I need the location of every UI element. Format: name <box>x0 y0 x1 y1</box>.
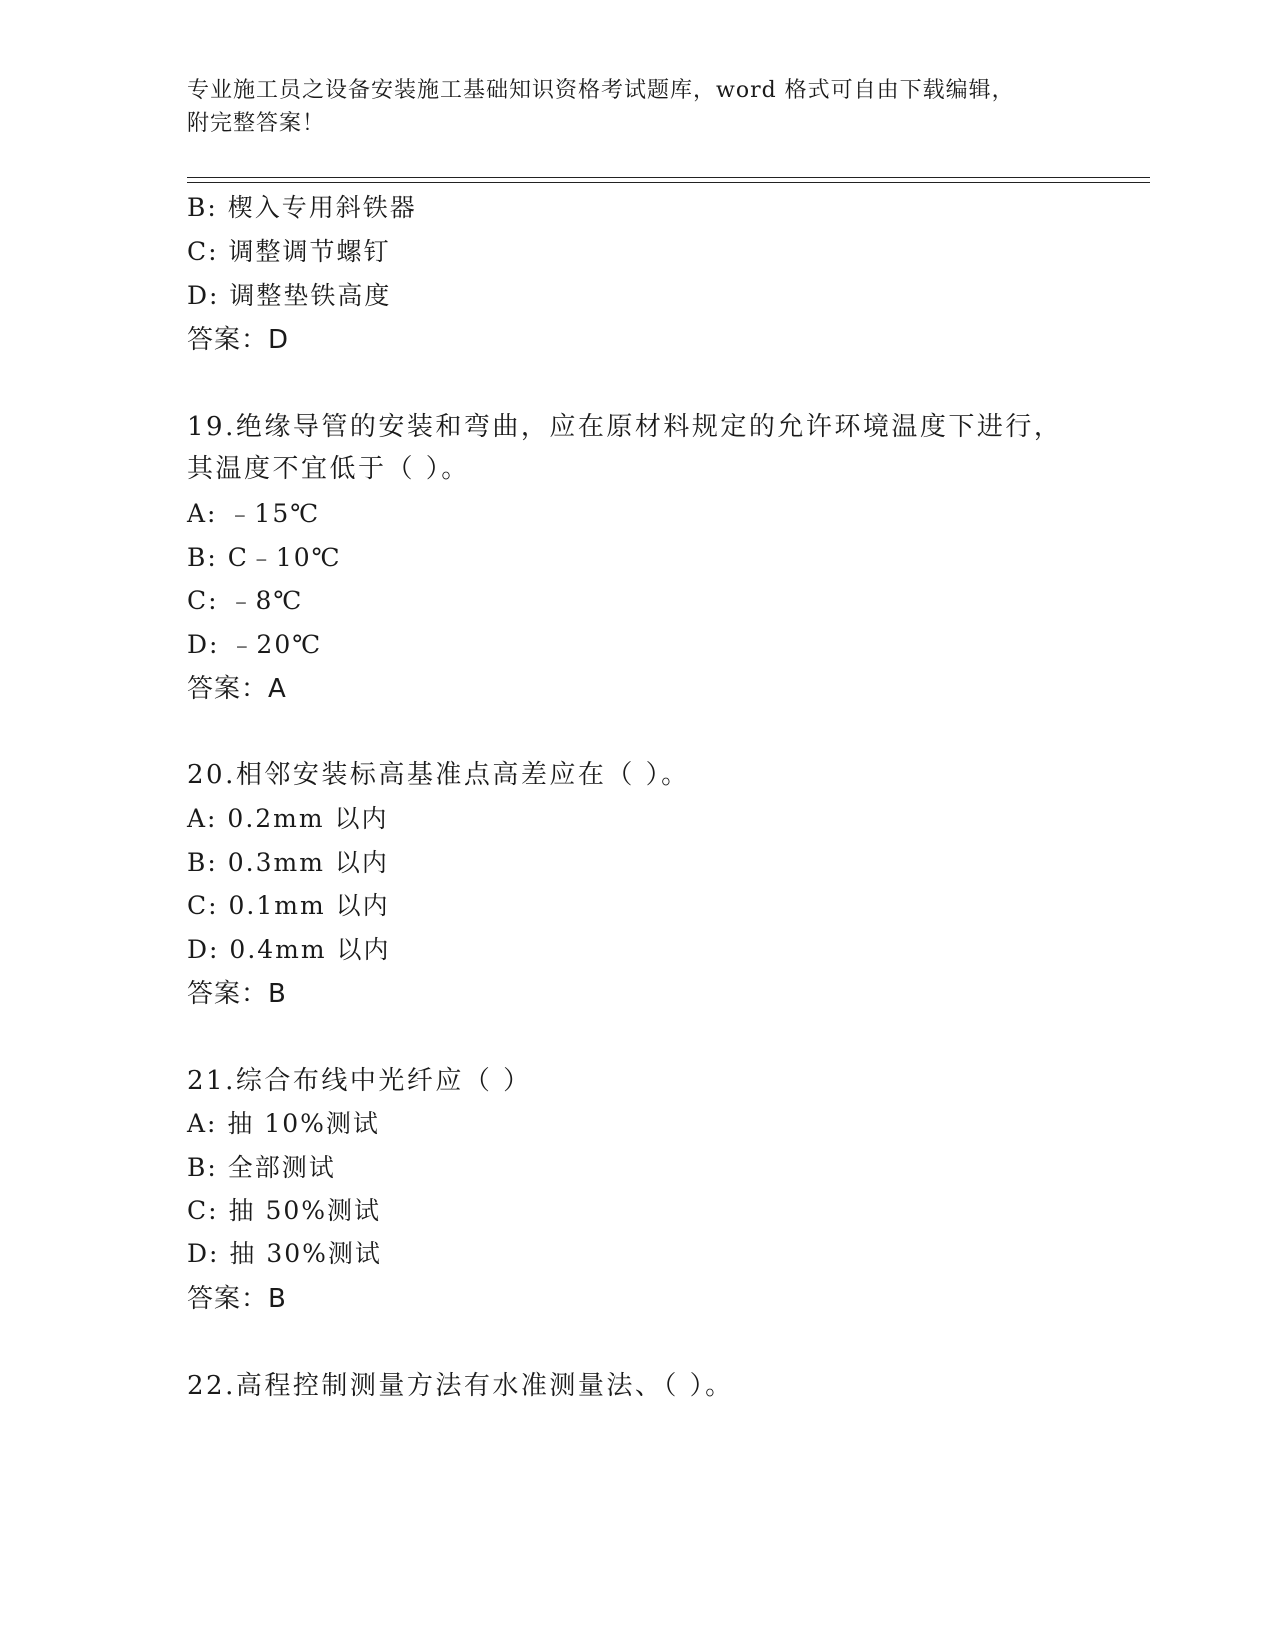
header-line-1: 专业施工员之设备安装施工基础知识资格考试题库，word 格式可自由下载编辑， <box>187 78 1015 103</box>
option-b: B: C﹣10℃ <box>187 543 342 572</box>
header-rule-top <box>187 177 1150 178</box>
option-c: C: 抽 50%测试 <box>187 1196 382 1225</box>
question-19-stem-cont: 其温度不宜低于（ ）。 <box>187 454 470 484</box>
answer: 答案：B <box>187 979 287 1009</box>
option-d: D: 抽 30%测试 <box>187 1239 382 1268</box>
option-b: B: 楔入专用斜铁器 <box>187 193 417 222</box>
question-20-stem: 20.相邻安装标高基准点高差应在（ ）。 <box>187 760 690 790</box>
option-d: D: 调整垫铁高度 <box>187 281 392 310</box>
option-d: D: 0.4mm 以内 <box>187 935 391 964</box>
option-a: A: 0.2mm 以内 <box>187 804 389 833</box>
header-rule-bottom <box>187 182 1150 183</box>
option-b: B: 0.3mm 以内 <box>187 848 389 877</box>
option-b: B: 全部测试 <box>187 1153 336 1182</box>
document-header <box>187 74 1067 140</box>
option-c: C: ﹣8℃ <box>187 586 304 615</box>
question-19-stem: 19.绝缘导管的安装和弯曲，应在原材料规定的允许环境温度下进行， <box>187 412 1063 442</box>
option-d: D: ﹣20℃ <box>187 630 323 659</box>
answer: 答案：D <box>187 325 290 355</box>
option-a: A: 抽 10%测试 <box>187 1109 380 1138</box>
option-a: A: ﹣15℃ <box>187 499 321 528</box>
option-c: C: 0.1mm 以内 <box>187 891 390 920</box>
question-21-stem: 21.综合布线中光纤应（ ） <box>187 1066 532 1096</box>
answer: 答案：B <box>187 1284 287 1314</box>
answer: 答案：A <box>187 674 287 704</box>
question-22-stem: 22.高程控制测量方法有水准测量法、（ ）。 <box>187 1371 734 1401</box>
option-c: C: 调整调节螺钉 <box>187 237 391 266</box>
header-line-2: 附完整答案！ <box>187 111 326 136</box>
